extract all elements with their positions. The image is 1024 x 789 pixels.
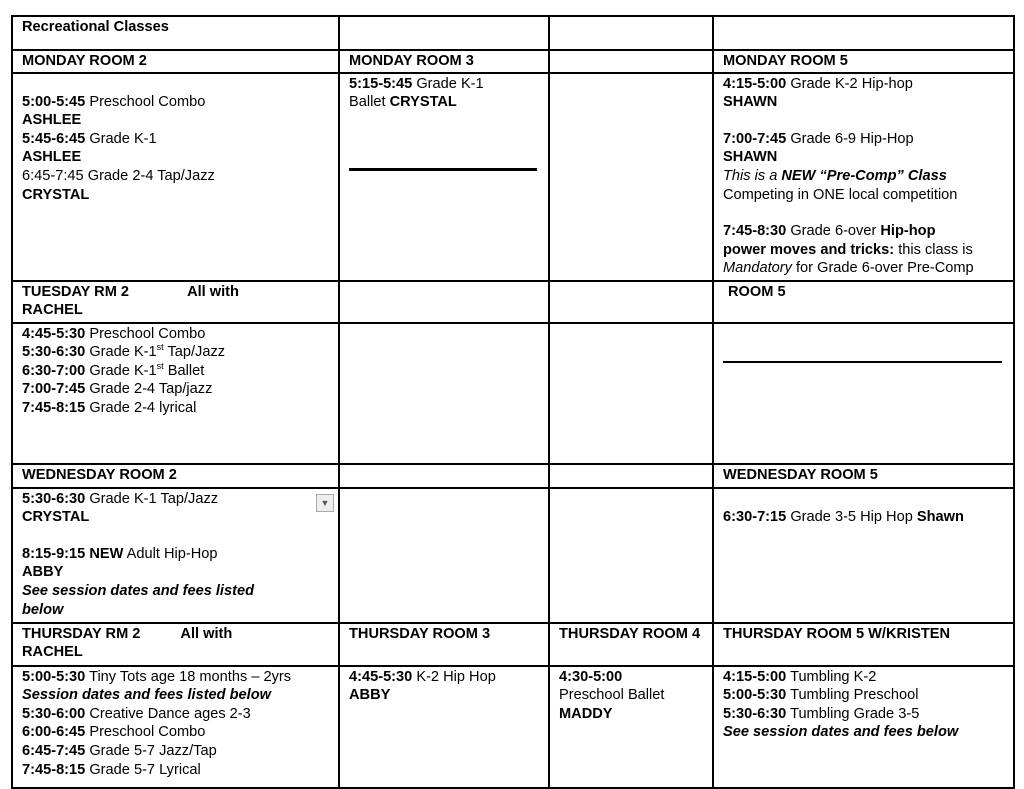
- teacher-name: CRYSTAL: [22, 509, 90, 526]
- thursday-room3-header: THURSDAY ROOM 3: [339, 623, 549, 666]
- class-line: 7:00-7:45 Grade 6-9 Hip-Hop: [723, 130, 914, 147]
- teacher-name: ASHLEE: [22, 112, 82, 129]
- class-line: 4:45-5:30 Preschool Combo: [22, 325, 206, 342]
- class-line: 8:15-9:15 NEW Adult Hip-Hop: [22, 545, 218, 562]
- thursday-room5-header: THURSDAY ROOM 5 W/KRISTEN: [713, 623, 1014, 666]
- class-line: 6:30-7:15 Grade 3-5 Hip Hop Shawn: [723, 508, 964, 525]
- chevron-down-icon[interactable]: ▼: [316, 494, 334, 512]
- class-line: 5:00-5:45 Preschool Combo: [22, 93, 206, 110]
- empty-cell: [713, 16, 1014, 50]
- page-title: Recreational Classes: [12, 16, 339, 50]
- tuesday-room2-classes: [12, 323, 339, 464]
- session-note: Session dates and fees listed below: [22, 687, 271, 704]
- monday-room2-classes: [12, 73, 339, 281]
- session-note: See session dates and fees listed below: [22, 582, 254, 618]
- class-line: 4:45-5:30 K-2 Hip Hop: [349, 668, 496, 685]
- class-line: 7:45-8:15 Grade 2-4 lyrical: [22, 399, 197, 416]
- class-line: 5:30-6:00 Creative Dance ages 2-3: [22, 705, 251, 722]
- class-line: 5:15-5:45 Grade K-1: [349, 75, 484, 92]
- class-note: Competing in ONE local competition: [723, 186, 958, 203]
- class-line: 6:00-6:45 Preschool Combo: [22, 724, 206, 741]
- tuesday-room5-classes: [713, 323, 1014, 464]
- class-line: 5:30-6:30 Tumbling Grade 3-5: [723, 705, 920, 722]
- empty-cell: [339, 323, 549, 464]
- class-line: 5:30-6:30 Grade K-1 Tap/Jazz: [22, 490, 219, 507]
- monday-room2-header: MONDAY ROOM 2: [12, 50, 339, 73]
- class-line: Mandatory for Grade 6-over Pre-Comp: [723, 260, 974, 277]
- class-line: power moves and tricks: this class is: [723, 241, 973, 258]
- class-line: Ballet CRYSTAL: [349, 94, 457, 111]
- monday-room3-classes: [339, 73, 549, 281]
- empty-cell: [549, 73, 713, 281]
- tuesday-room2-header: TUESDAY RM 2 All with RACHEL: [12, 281, 339, 323]
- class-line: 5:30-6:30 Grade K-1st Tap/Jazz: [22, 342, 226, 361]
- empty-cell: [549, 488, 713, 623]
- class-line: 7:45-8:15 Grade 5-7 Lyrical: [22, 761, 201, 778]
- divider-line: [349, 168, 537, 171]
- empty-cell: [549, 464, 713, 488]
- empty-cell: [549, 281, 713, 323]
- monday-room5-header: MONDAY ROOM 5: [713, 50, 1014, 73]
- teacher-name: MADDY: [559, 705, 613, 722]
- wednesday-room5-header: WEDNESDAY ROOM 5: [713, 464, 1014, 488]
- teacher-name: ABBY: [349, 687, 391, 704]
- thursday-room2-header: THURSDAY RM 2 All with RACHEL: [12, 623, 339, 666]
- class-line: 5:00-5:30 Tumbling Preschool: [723, 687, 919, 704]
- thursday-room5-classes: [713, 666, 1014, 788]
- class-line: 5:45-6:45 Grade K-1: [22, 130, 157, 147]
- teacher-name: CRYSTAL: [22, 186, 90, 203]
- class-line: 7:00-7:45 Grade 2-4 Tap/jazz: [22, 381, 213, 398]
- schedule-table: [11, 15, 1015, 789]
- teacher-name: SHAWN: [723, 94, 778, 111]
- class-line: 4:15-5:00 Tumbling K-2: [723, 668, 877, 685]
- teacher-name: SHAWN: [723, 149, 778, 166]
- empty-cell: [549, 16, 713, 50]
- class-note: This is a NEW “Pre-Comp” Class: [723, 167, 947, 184]
- session-note: See session dates and fees below: [723, 724, 959, 741]
- empty-cell: [339, 16, 549, 50]
- empty-cell: [339, 281, 549, 323]
- monday-room5-classes: [713, 73, 1014, 281]
- monday-room3-header: MONDAY ROOM 3: [339, 50, 549, 73]
- wednesday-room2-classes: [12, 488, 339, 623]
- tuesday-room5-header: ROOM 5: [713, 281, 1014, 323]
- wednesday-room2-header: WEDNESDAY ROOM 2: [12, 464, 339, 488]
- class-time: 4:30-5:00: [559, 668, 623, 685]
- class-line: 7:45-8:30 Grade 6-over Hip-hop: [723, 223, 936, 240]
- divider-line: [723, 361, 1002, 363]
- empty-cell: [339, 488, 549, 623]
- thursday-room2-classes: [12, 666, 339, 788]
- empty-cell: [549, 50, 713, 73]
- empty-cell: [549, 323, 713, 464]
- thursday-room4-classes: [549, 666, 713, 788]
- wednesday-room5-classes: [713, 488, 1014, 623]
- class-line: 6:45-7:45 Grade 5-7 Jazz/Tap: [22, 742, 217, 759]
- thursday-room3-classes: [339, 666, 549, 788]
- class-line: 6:45-7:45 Grade 2-4 Tap/Jazz: [22, 167, 215, 184]
- class-desc: Preschool Ballet: [559, 687, 665, 704]
- thursday-room4-header: THURSDAY ROOM 4: [549, 623, 713, 666]
- class-line: 5:00-5:30 Tiny Tots age 18 months – 2yrs: [22, 668, 292, 685]
- class-line: 4:15-5:00 Grade K-2 Hip-hop: [723, 75, 913, 92]
- empty-cell: [339, 464, 549, 488]
- teacher-name: ASHLEE: [22, 149, 82, 166]
- teacher-name: ABBY: [22, 564, 64, 581]
- class-line: 6:30-7:00 Grade K-1st Ballet: [22, 360, 205, 379]
